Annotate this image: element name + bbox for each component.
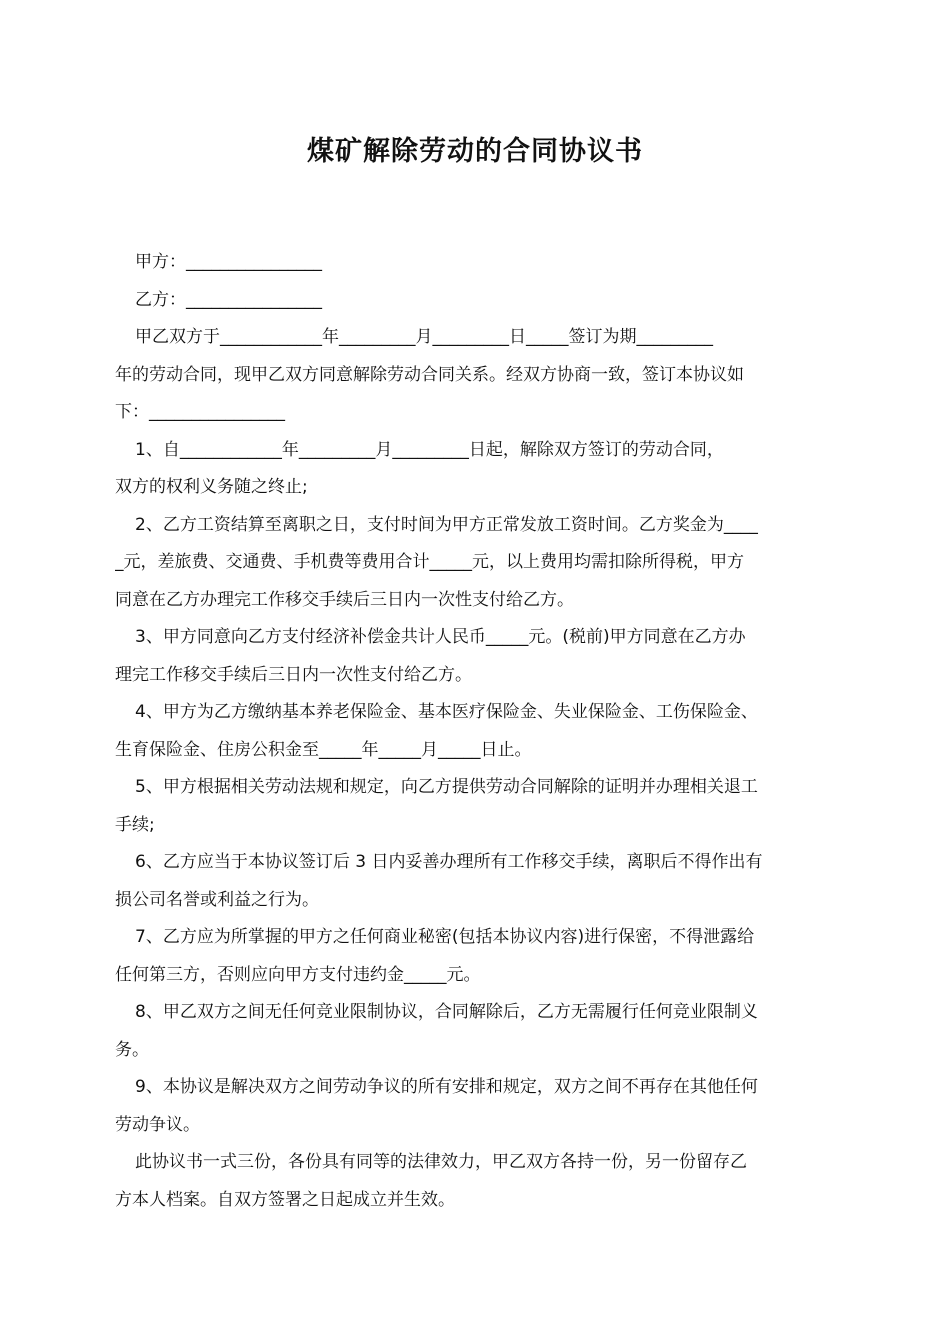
clause-9-line-2: 劳动争议。 (115, 1114, 200, 1135)
party-b-line: 乙方：________________ (135, 289, 322, 310)
clause-2-line-1: 2、乙方工资结算至离职之日，支付时间为甲方正常发放工资时间。乙方奖金为____ (135, 514, 758, 535)
clause-3-line-2: 理完工作移交手续后三日内一次性支付给乙方。 (115, 664, 472, 685)
clause-1-line-1: 1、自____________年_________月_________日起，解除双方签订的劳动合同， (135, 439, 724, 460)
clause-8-line-1: 8、甲乙双方之间无任何竞业限制协议，合同解除后，乙方无需履行任何竞业限制义 (135, 1002, 758, 1022)
clause-4-line-1: 4、甲方为乙方缴纳基本养老保险金、基本医疗保险金、失业保险金、工伤保险金、 (135, 702, 758, 722)
clause-5-line-2: 手续; (115, 814, 155, 835)
clause-4-line-2: 生育保险金、住房公积金至_____年_____月_____日止。 (115, 739, 532, 760)
clause-8-line-2: 务。 (115, 1039, 149, 1060)
clause-6-line-2: 损公司名誉或利益之行为。 (115, 889, 319, 910)
clause-2-line-2: _元，差旅费、交通费、手机费等费用合计_____元，以上费用均需扣除所得税，甲方 (115, 552, 744, 572)
closing-line-2: 方本人档案。自双方签署之日起成立并生效。 (115, 1189, 455, 1210)
intro-line-2: 年的劳动合同，现甲乙双方同意解除劳动合同关系。经双方协商一致，签订本协议如 (115, 364, 744, 385)
clause-2-line-3: 同意在乙方办理完工作移交手续后三日内一次性支付给乙方。 (115, 589, 574, 610)
intro-line-3: 下：________________ (115, 402, 285, 422)
document-body (115, 244, 839, 1219)
clause-7-line-2: 任何第三方，否则应向甲方支付违约金_____元。 (115, 964, 481, 985)
clause-7-line-1: 7、乙方应为所掌握的甲方之任何商业秘密(包括本协议内容)进行保密，不得泄露给 (135, 927, 755, 947)
closing-line-1: 此协议书一式三份，各份具有同等的法律效力，甲乙双方各持一份，另一份留存乙 (135, 1152, 747, 1172)
party-a-line: 甲方：________________ (135, 252, 322, 272)
document-title: 煤矿解除劳动的合同协议书 (307, 136, 643, 167)
clause-1-line-2: 双方的权利义务随之终止; (115, 477, 308, 497)
intro-line-1: 甲乙双方于____________年_________月_________日_____签订为期_________ (135, 327, 713, 347)
clause-5-line-1: 5、甲方根据相关劳动法规和规定，向乙方提供劳动合同解除的证明并办理相关退工 (135, 777, 758, 797)
clause-6-line-1: 6、乙方应当于本协议签订后 3 日内妥善办理所有工作移交手续，离职后不得作出有 (135, 852, 763, 872)
clause-3-line-1: 3、甲方同意向乙方支付经济补偿金共计人民币_____元。(税前)甲方同意在乙方办 (135, 627, 746, 647)
clause-9-line-1: 9、本协议是解决双方之间劳动争议的所有安排和规定，双方之间不再存在其他任何 (135, 1077, 758, 1097)
